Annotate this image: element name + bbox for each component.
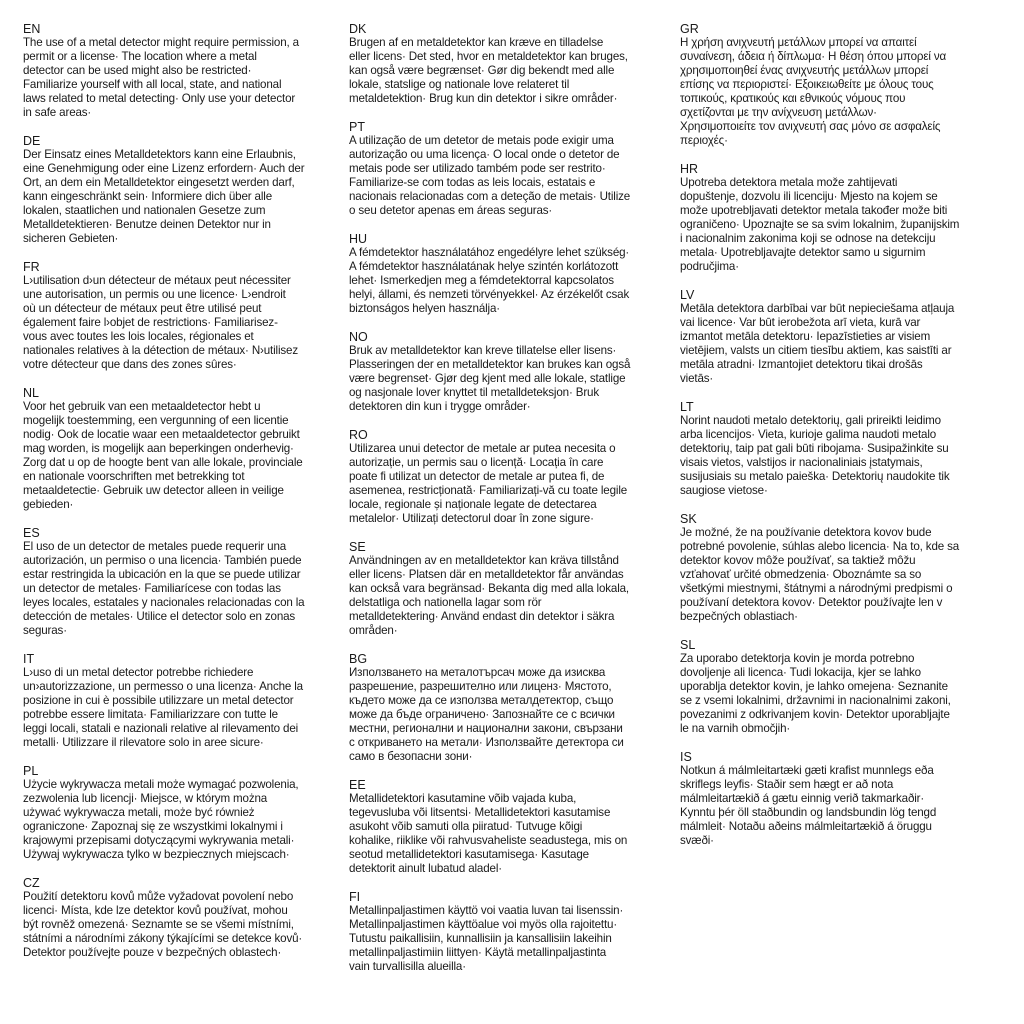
notice-text bbox=[680, 36, 1010, 148]
text-line: Metalldetektieren· Benutze deinen Detektor nur in bbox=[23, 218, 271, 231]
text-line: laws related to metal detecting· Only use your detector bbox=[23, 92, 296, 105]
text-line: se z vsemi lokalnimi, državnimi in nacionalnimi zakoni, bbox=[680, 694, 951, 707]
text-line: Familiarize-se com todas as leis locais, estatais e bbox=[349, 176, 596, 189]
text-line: само в безопасни зони· bbox=[349, 750, 473, 763]
notice-text bbox=[349, 792, 674, 876]
language-section-hr bbox=[680, 162, 1010, 274]
text-line: Brugen af en metaldetektor kan kræve en tilladelse bbox=[349, 36, 604, 49]
column-2 bbox=[349, 22, 674, 988]
text-line: местни, регионални и национални закони, свързани bbox=[349, 722, 623, 735]
notice-text bbox=[680, 302, 1010, 386]
text-line: detección de metales· Utilice el detector solo en zonas bbox=[23, 610, 296, 623]
text-line: izmantot metāla detektoru· Iepazīstieties ar visiem bbox=[680, 330, 931, 343]
text-line: en nationale voorschriften met betrekking tot bbox=[23, 470, 245, 483]
text-line: Metallidetektori kasutamine võib vajada kuba, bbox=[349, 792, 577, 805]
text-line: seotud metallidetektori kasutamisega· Kasutage bbox=[349, 848, 589, 861]
notice-text bbox=[23, 540, 348, 638]
text-line: Za uporabo detektorja kovin je morda potrebno bbox=[680, 652, 915, 665]
text-line: τοπικούς, κρατικούς και εθνικούς νόμους που bbox=[680, 92, 906, 105]
text-line: može upotrebljavati detektor metala također može biti bbox=[680, 204, 948, 217]
text-line: saugiose vietose· bbox=[680, 484, 768, 497]
text-line: également faire l›objet de restrictions· Familiarisez- bbox=[23, 316, 278, 329]
language-code: SL bbox=[680, 638, 696, 652]
notice-text bbox=[23, 778, 348, 862]
text-line: Användningen av en metalldetektor kan kräva tillstånd bbox=[349, 554, 619, 567]
text-line: detector can be used might also be restricted· bbox=[23, 64, 252, 77]
text-line: ograniczone· Zapoznaj się ze wszystkimi lokalnymi i bbox=[23, 820, 283, 833]
text-line: където може да се използва металдетектор, също bbox=[349, 694, 614, 707]
text-line: svæði· bbox=[680, 834, 714, 847]
text-line: eine Genehmigung oder eine Lizenz erfordern· Auch der bbox=[23, 162, 305, 175]
text-line: с откриването на метали· Използвайте детектора си bbox=[349, 736, 624, 749]
text-line: gebieden· bbox=[23, 498, 74, 511]
text-line: asemenea, restricționată· Familiarizați-vă cu toate legile bbox=[349, 484, 628, 497]
text-line: El uso de un detector de metales puede requerir una bbox=[23, 540, 287, 553]
text-line: Notkun á málmleitartæki gæti krafist munnlegs eða bbox=[680, 764, 934, 777]
notice-text bbox=[23, 400, 348, 512]
text-line: poate fi utilizat un detector de metale ar putea fi, de bbox=[349, 470, 605, 483]
text-line: vai licence· Var būt ierobežota arī vieta, kurā var bbox=[680, 316, 921, 329]
text-line: skriflegs leyfis· Staðir sem hægt er að nota bbox=[680, 778, 894, 791]
language-section-bg bbox=[349, 652, 674, 764]
text-line: Kynntu þér öll staðbundin og landsbundin lög tengd bbox=[680, 806, 937, 819]
text-line: detektoren din kun i trygge områder· bbox=[349, 400, 531, 413]
notice-text bbox=[680, 652, 1010, 736]
text-line: Tutustu paikallisiin, kunnallisiin ja kansallisiin lakeihin bbox=[349, 932, 612, 945]
text-line: estar restringida la ubicación en la que se puede utilizar bbox=[23, 568, 301, 581]
text-line: nationales relatives à la détection de métaux· N›utilisez bbox=[23, 344, 298, 357]
notice-text bbox=[349, 36, 674, 106]
notice-text bbox=[23, 666, 348, 750]
text-line: Używaj wykrywacza tylko w bezpiecznych miejscach· bbox=[23, 848, 290, 861]
text-line: vous avec toutes les lois locales, régionales et bbox=[23, 330, 254, 343]
language-code: NO bbox=[349, 330, 368, 344]
text-line: kann eingeschränkt sein· Informiere dich über alle bbox=[23, 190, 272, 203]
language-code: IS bbox=[680, 750, 692, 764]
text-line: og nasjonale lover knyttet til metalldeteksjon· Bruk bbox=[349, 386, 599, 399]
notice-text bbox=[680, 176, 1010, 274]
language-code: EE bbox=[349, 778, 366, 792]
text-line: leyes locales, estatales y nacionales relacionadas con la bbox=[23, 596, 305, 609]
text-line: χρησιμοποιηθεί ένας ανιχνευτής μετάλλων μπορεί bbox=[680, 64, 929, 77]
language-section-pt bbox=[349, 120, 674, 218]
text-line: Plasseringen der en metalldetektor kan brukes kan også bbox=[349, 358, 631, 371]
text-line: autorización, un permiso o una licencia· También puede bbox=[23, 554, 302, 567]
notice-text bbox=[23, 148, 348, 246]
text-line: metaldetektion· Brug kun din detektor i sikre områder· bbox=[349, 92, 618, 105]
text-line: разрешение, разрешително или лиценз· Мястото, bbox=[349, 680, 612, 693]
text-line: eller licens· Det sted, hvor en metaldetektor kan bruges, bbox=[349, 50, 628, 63]
language-code: SE bbox=[349, 540, 366, 554]
text-line: nodig· Ook de locatie waar een metaaldetector gebruikt bbox=[23, 428, 300, 441]
language-code: RO bbox=[349, 428, 368, 442]
notice-text bbox=[680, 526, 1010, 624]
column-1 bbox=[23, 22, 348, 974]
text-line: lokale, statslige og nationale love relateret til bbox=[349, 78, 570, 91]
text-line: områden· bbox=[349, 624, 398, 637]
text-line: permit or a license· The location where a metal bbox=[23, 50, 257, 63]
text-line: locale, regionale și naționale legate de detectarea bbox=[349, 498, 597, 511]
text-line: Norint naudoti metalo detektorių, gali prireikti leidimo bbox=[680, 414, 941, 427]
text-line: potrebné povolenie, súhlas alebo licencia· Na to, kde sa bbox=[680, 540, 960, 553]
text-line: detektorit ainult lubatud aladel· bbox=[349, 862, 502, 875]
text-line: málmleit· Notaðu aðeins málmleitartækið á öruggu bbox=[680, 820, 932, 833]
text-line: dopuštenje, dozvolu ili licenciju· Mjesto na kojem se bbox=[680, 190, 938, 203]
notice-text bbox=[23, 274, 348, 372]
text-line: metalli· Utilizzare il rilevatore solo in aree sicure· bbox=[23, 736, 264, 749]
language-section-pl bbox=[23, 764, 348, 862]
text-line: metalelor· Utilizați detectorul doar în zone sigure· bbox=[349, 512, 594, 525]
language-code: BG bbox=[349, 652, 368, 666]
text-line: vietās· bbox=[680, 372, 714, 385]
text-line: uporablja detektor kovin, je lahko omejena· Seznanite bbox=[680, 680, 948, 693]
text-line: i nacionalnim zakonima koji se odnose na detekciju bbox=[680, 232, 936, 245]
text-line: vain turvallisilla alueilla· bbox=[349, 960, 466, 973]
notice-text bbox=[349, 554, 674, 638]
text-line: o seu detetor apenas em áreas seguras· bbox=[349, 204, 553, 217]
text-line: Voor het gebruik van een metaaldetector hebt u bbox=[23, 400, 261, 413]
language-code: IT bbox=[23, 652, 35, 666]
text-line: zezwolenia lub licencji· Miejsce, w którym można bbox=[23, 792, 268, 805]
text-line: tegevusluba või litsentsi· Metallidetektori kasutamise bbox=[349, 806, 611, 819]
language-code: DE bbox=[23, 134, 41, 148]
language-section-lv bbox=[680, 288, 1010, 386]
language-code: SK bbox=[680, 512, 697, 526]
language-section-es bbox=[23, 526, 348, 638]
language-section-fr bbox=[23, 260, 348, 372]
text-line: συναίνεση, άδεια ή δίπλωμα· Η θέση όπου μπορεί να bbox=[680, 50, 947, 63]
text-line: biztonságos helyen használja· bbox=[349, 302, 500, 315]
text-line: lokalen, staatlichen und nationalen Gesetze zum bbox=[23, 204, 266, 217]
notice-text bbox=[349, 442, 674, 526]
text-line: autorização ou uma licença· O local onde o detetor de bbox=[349, 148, 620, 161]
text-line: Zorg dat u op de hoogte bent van alle lokale, provinciale bbox=[23, 456, 303, 469]
text-line: où un détecteur de métaux peut être utilisé peut bbox=[23, 302, 262, 315]
language-code: DK bbox=[349, 22, 367, 36]
notice-text bbox=[23, 36, 348, 120]
text-line: mogelijk toestemming, een vergunning of een licentie bbox=[23, 414, 289, 427]
text-line: asukoht võib samuti olla piiratud· Tutvuge kõigi bbox=[349, 820, 583, 833]
text-line: επίσης να περιοριστεί· Εξοικειωθείτε με όλους τους bbox=[680, 78, 934, 91]
text-line: A fémdetektor használatához engedélyre lehet szükség· bbox=[349, 246, 630, 259]
text-line: Użycie wykrywacza metali może wymagać pozwolenia, bbox=[23, 778, 299, 791]
text-line: używać wykrywacza metali, może być również bbox=[23, 806, 255, 819]
language-code: PL bbox=[23, 764, 39, 778]
text-line: delstatliga och nationella lagar som rör bbox=[349, 596, 542, 609]
text-line: sicheren Gebieten· bbox=[23, 232, 119, 245]
text-line: in safe areas· bbox=[23, 106, 92, 119]
language-code: ES bbox=[23, 526, 40, 540]
text-line: kohalike, riiklike või rahvusvaheliste seadustega, mis on bbox=[349, 834, 628, 847]
text-line: votre détecteur que dans des zones sûres· bbox=[23, 358, 237, 371]
text-line: Upotreba detektora metala može zahtijevati bbox=[680, 176, 898, 189]
text-line: metais pode ser utilizado também pode ser restrito· bbox=[349, 162, 606, 175]
text-line: Bruk av metalldetektor kan kreve tillatelse eller lisens· bbox=[349, 344, 617, 357]
notice-text bbox=[349, 904, 674, 974]
text-line: un detector de metales· Familiarícese con todas las bbox=[23, 582, 281, 595]
text-line: susijusiais su metalo paieška· Detektorių naudokite tik bbox=[680, 470, 950, 483]
text-line: A fémdetektor használatának helye szintén korlátozott bbox=[349, 260, 619, 273]
notice-text bbox=[680, 414, 1010, 498]
text-line: vietējiem, valsts un citiem tiesību aktiem, kas saistīti ar bbox=[680, 344, 952, 357]
text-line: une autorisation, un permis ou une licence· L›endroit bbox=[23, 288, 286, 301]
language-section-dk bbox=[349, 22, 674, 106]
text-line: Metāla detektora darbībai var būt nepieciešama atļauja bbox=[680, 302, 955, 315]
text-line: Familiarize yourself with all local, state, and national bbox=[23, 78, 282, 91]
text-line: dovoljenje ali licenca· Tudi lokacija, kjer se lahko bbox=[680, 666, 921, 679]
language-section-de bbox=[23, 134, 348, 246]
text-line: vzťahovať určité obmedzenia· Oboznámte sa so bbox=[680, 568, 922, 581]
language-code: PT bbox=[349, 120, 365, 134]
text-line: seguras· bbox=[23, 624, 67, 637]
language-section-sk bbox=[680, 512, 1010, 624]
text-line: detektor kovov môže používať, sa taktiež môžu bbox=[680, 554, 916, 567]
text-line: kan också vara begränsad· Bekanta dig med alla lokala, bbox=[349, 582, 629, 595]
text-line: leggi locali, statali e nazionali relative al rilevamento dei bbox=[23, 722, 299, 735]
text-line: autorizație, un permis sau o licență· Locația în care bbox=[349, 456, 604, 469]
language-code: HU bbox=[349, 232, 368, 246]
language-section-se bbox=[349, 540, 674, 638]
text-line: metala· Upotrebljavajte detektor samo u sigurnim bbox=[680, 246, 926, 259]
notice-text bbox=[349, 344, 674, 414]
text-line: un›autorizzazione, un permesso o una licenza· Anche la bbox=[23, 680, 303, 693]
text-line: státními a národními zákony týkajícími se detekce kovů· bbox=[23, 932, 303, 945]
text-line: The use of a metal detector might require permission, a bbox=[23, 36, 299, 49]
language-code: LT bbox=[680, 400, 694, 414]
text-line: licenci· Místa, kde lze detektor kovů používat, mohou bbox=[23, 904, 288, 917]
notice-text bbox=[349, 134, 674, 218]
language-code: HR bbox=[680, 162, 699, 176]
text-line: mag worden, is mogelijk aan beperkingen onderhevig· bbox=[23, 442, 294, 455]
text-line: kan også være begrænset· Gør dig bekendt med alle bbox=[349, 64, 615, 77]
text-line: nacionais relacionadas com a deteção de metais· Utilize bbox=[349, 190, 631, 203]
text-line: lehet· Ismerkedjen meg a fémdetektorral kapcsolatos bbox=[349, 274, 614, 287]
text-line: σχετίζονται με την ανίχνευση μετάλλων· bbox=[680, 106, 877, 119]
text-line: být rovněž omezená· Seznamte se se všemi místními, bbox=[23, 918, 294, 931]
language-section-en bbox=[23, 22, 348, 120]
language-code: GR bbox=[680, 22, 699, 36]
language-section-ro bbox=[349, 428, 674, 526]
text-line: Metallinpaljastimen käyttöalue voi myös olla rajoitettu· bbox=[349, 918, 618, 931]
text-line: metaaldetectie· Gebruik uw detector alleen in veilige bbox=[23, 484, 284, 497]
text-line: le na varnih območjih· bbox=[680, 722, 791, 735]
text-line: posizione in cui è possibile utilizzare un metal detector bbox=[23, 694, 294, 707]
text-line: може да бъде ограничено· Запознайте се с всички bbox=[349, 708, 615, 721]
language-code: EN bbox=[23, 22, 41, 36]
text-line: være begrenset· Gjør deg kjent med alle lokale, statlige bbox=[349, 372, 626, 385]
column-3 bbox=[680, 22, 1010, 862]
language-section-gr bbox=[680, 22, 1010, 148]
text-line: povezanimi z odkrivanjem kovin· Detektor uporabljajte bbox=[680, 708, 950, 721]
language-section-is bbox=[680, 750, 1010, 848]
text-line: područjima· bbox=[680, 260, 739, 273]
notice-text bbox=[349, 666, 674, 764]
text-line: metalldetektering· Använd endast din detektor i säkra bbox=[349, 610, 615, 623]
text-line: bezpečných oblastiach· bbox=[680, 610, 798, 623]
text-line: eller licens· Platsen där en metalldetektor får användas bbox=[349, 568, 624, 581]
text-line: περιοχές· bbox=[680, 134, 728, 147]
language-section-fi bbox=[349, 890, 674, 974]
language-section-lt bbox=[680, 400, 1010, 498]
language-section-hu bbox=[349, 232, 674, 316]
text-line: krajowymi przepisami dotyczącymi wykrywania metali· bbox=[23, 834, 295, 847]
language-section-it bbox=[23, 652, 348, 750]
text-line: potrebbe essere limitata· Familiarizzare con tutte le bbox=[23, 708, 278, 721]
language-section-nl bbox=[23, 386, 348, 512]
notice-text bbox=[349, 246, 674, 316]
text-line: L›utilisation d›un détecteur de métaux peut nécessiter bbox=[23, 274, 291, 287]
text-line: A utilização de um detetor de metais pode exigir uma bbox=[349, 134, 614, 147]
text-line: Metallinpaljastimen käyttö voi vaatia luvan tai lisenssin· bbox=[349, 904, 624, 917]
text-line: málmleitartækið á gætu einnig verið takmarkaðir· bbox=[680, 792, 925, 805]
text-line: Χρησιμοποιείτε τον ανιχνευτή σας μόνο σε ασφαλείς bbox=[680, 120, 941, 133]
text-line: metallinpaljastimiin liittyen· Käytä metallinpaljastinta bbox=[349, 946, 607, 959]
text-line: Je možné, že na používanie detektora kovov bude bbox=[680, 526, 932, 539]
language-section-sl bbox=[680, 638, 1010, 736]
language-code: FI bbox=[349, 890, 361, 904]
text-line: používaní detektora kovov· Detektor používajte len v bbox=[680, 596, 943, 609]
text-line: arba licencijos· Vieta, kurioje galima naudoti metalo bbox=[680, 428, 937, 441]
language-code: FR bbox=[23, 260, 40, 274]
text-line: detektorių, taip pat gali būti ribojama· Susipažinkite su bbox=[680, 442, 949, 455]
language-code: LV bbox=[680, 288, 695, 302]
text-line: Η χρήση ανιχνευτή μετάλλων μπορεί να απαιτεί bbox=[680, 36, 917, 49]
text-line: helyi, állami, és nemzeti törvényekkel· Az érzékelőt csak bbox=[349, 288, 630, 301]
language-section-ee bbox=[349, 778, 674, 876]
notice-text bbox=[680, 764, 1010, 848]
language-section-cz bbox=[23, 876, 348, 960]
language-code: NL bbox=[23, 386, 39, 400]
text-line: L›uso di un metal detector potrebbe richiedere bbox=[23, 666, 254, 679]
text-line: Ort, an dem ein Metalldetektor eingesetzt werden darf, bbox=[23, 176, 295, 189]
notice-text bbox=[23, 890, 348, 960]
text-line: Utilizarea unui detector de metale ar putea necesita o bbox=[349, 442, 616, 455]
text-line: všetkými miestnymi, štátnymi a národnými predpismi o bbox=[680, 582, 953, 595]
text-line: metāla atradni· Izmantojiet detektoru tikai drošās bbox=[680, 358, 923, 371]
text-line: Použití detektoru kovů může vyžadovat povolení nebo bbox=[23, 890, 294, 903]
text-line: ograničeno· Upoznajte se sa svim lokalnim, županijskim bbox=[680, 218, 960, 231]
text-line: Използването на металотърсач може да изисква bbox=[349, 666, 606, 679]
language-section-no bbox=[349, 330, 674, 414]
language-code: CZ bbox=[23, 876, 40, 890]
text-line: Der Einsatz eines Metalldetektors kann eine Erlaubnis, bbox=[23, 148, 296, 161]
text-line: visais vietos, valstijos ir nacionaliniais įstatymais, bbox=[680, 456, 923, 469]
text-line: Detektor používejte pouze v bezpečných oblastech· bbox=[23, 946, 282, 959]
